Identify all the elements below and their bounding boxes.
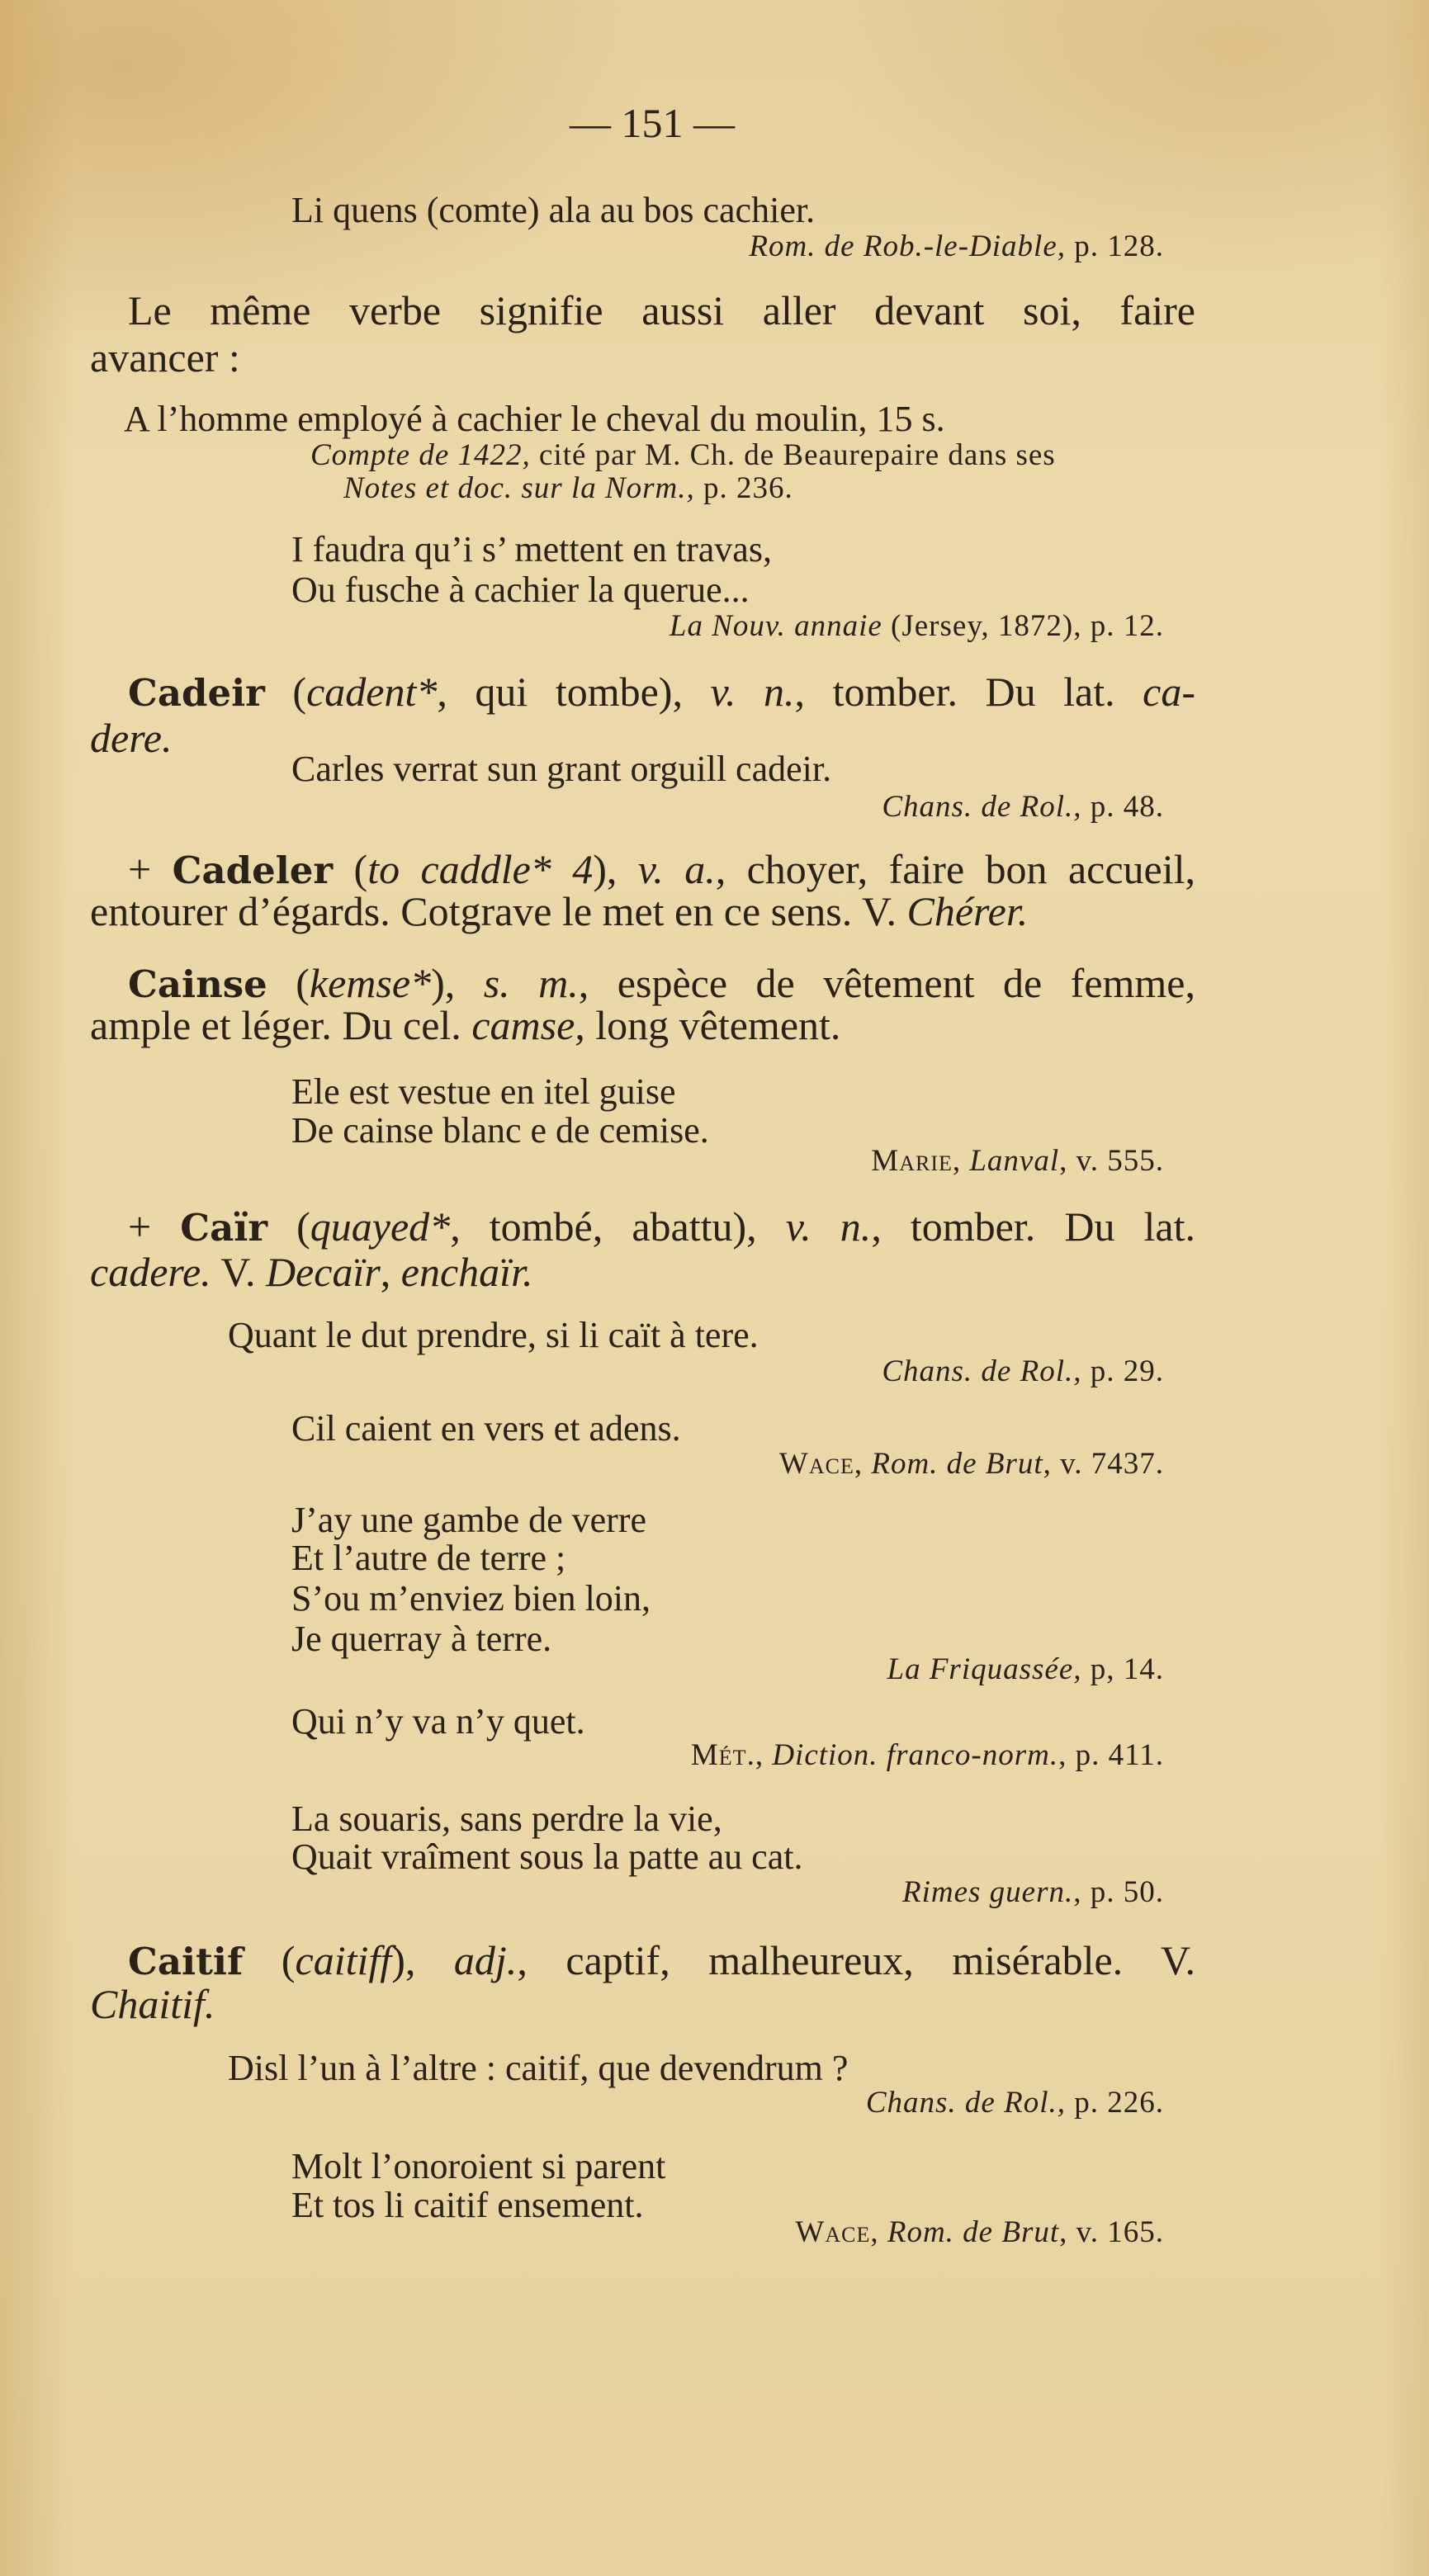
italic-text: camse,: [471, 1002, 585, 1048]
italic-text: Chaitif.: [90, 1981, 215, 2027]
text-run: , qui tombe),: [437, 669, 711, 715]
verse-line: [291, 572, 750, 608]
text-run: Cil caient en vers et adens.: [291, 1408, 681, 1449]
citation: [882, 1356, 1164, 1387]
verse-line: [291, 529, 772, 570]
text-run: (: [243, 1937, 296, 1983]
text-run: p. 128.: [1066, 229, 1164, 263]
quotation-line: [291, 192, 815, 229]
headword: Caïr: [180, 1206, 268, 1250]
text-run: , captif, malheureux, misérable. V.: [517, 1937, 1196, 1983]
text-run: (: [267, 960, 310, 1006]
italic-text: Chérer.: [906, 888, 1029, 934]
headword: Cadeler: [172, 848, 334, 892]
text-run: ),: [431, 960, 484, 1006]
text-run: Et tos li caitif ensement.: [291, 2185, 644, 2225]
text-run: Carles verrat sun grant orguill cadeir.: [291, 749, 832, 789]
text-run: p. 236.: [694, 471, 793, 505]
paragraph-line: [128, 287, 1195, 333]
italic-text: adj.: [453, 1937, 518, 1983]
headword: Cadeir: [128, 671, 265, 715]
verse-line: [291, 1110, 709, 1151]
italic-text: Rimes guern.: [902, 1875, 1074, 1909]
text-run: Le même verbe signifie aussi aller devant soi, faire: [128, 287, 1195, 333]
text-run: long vêtement.: [584, 1002, 841, 1048]
text-run: entourer d’égards. Cotgrave le met en ce sens. V.: [90, 888, 907, 934]
text-run: , choyer, faire bon accueil,: [715, 846, 1196, 892]
text-run: A l’homme employé à cachier le cheval du moulin, 15 s.: [124, 399, 945, 439]
italic-text: kemse*: [309, 960, 432, 1006]
citation: [887, 1654, 1165, 1685]
text-run: avancer :: [90, 334, 240, 380]
text-run: V.: [211, 1249, 266, 1295]
text-run: Disl l’un à l’altre : caitif, que devendrum ?: [228, 2048, 849, 2088]
paragraph-line: [90, 717, 173, 759]
text-run: De cainse blanc e de cemise.: [291, 1110, 709, 1151]
verse-line: [291, 1621, 551, 1657]
text-run: Et l’autre de terre ;: [291, 1538, 566, 1578]
italic-text: to caddle* 4: [367, 846, 594, 892]
italic-text: caitiff: [295, 1937, 392, 1983]
text-run: I faudra qu’i s’ mettent en travas,: [291, 529, 772, 570]
text-run: Je querray à terre.: [291, 1619, 552, 1659]
text-run: cité par M. Ch. de Beaurepaire dans ses: [530, 438, 1056, 472]
italic-text: Lanval: [969, 1144, 1060, 1178]
italic-text: Chans. de Rol.,: [865, 2086, 1066, 2120]
citation: [882, 792, 1164, 822]
italic-text: La Nouv. annaie: [669, 609, 882, 643]
citation: [749, 231, 1164, 262]
italic-text: v. n.: [710, 669, 795, 715]
citation: [691, 1740, 1164, 1770]
verse-line: [291, 1540, 565, 1576]
citation: [779, 1449, 1164, 1479]
paragraph-line: [90, 1004, 840, 1046]
italic-text: Chans. de Rol.,: [882, 790, 1082, 824]
citation: [866, 2087, 1164, 2118]
text-run: p. 226.: [1066, 2086, 1164, 2120]
citation: [343, 473, 793, 503]
text-run: , v. 555.: [1059, 1144, 1164, 1178]
text-run: , p. 411.: [1058, 1738, 1164, 1772]
text-run: ample et léger. Du cel.: [90, 1002, 472, 1048]
text-run: ,: [755, 1738, 773, 1772]
text-run: , v. 165.: [1059, 2215, 1164, 2249]
text-run: La souaris, sans perdre la vie,: [291, 1798, 722, 1839]
entry-caitif: [128, 1937, 1196, 1983]
italic-text: dere.: [90, 715, 173, 761]
quotation-line: [124, 401, 945, 437]
verse-line: [291, 1836, 803, 1877]
italic-text: enchaïr.: [400, 1249, 533, 1295]
author-name: Mét.: [690, 1738, 755, 1772]
italic-text: Compte de 1422,: [310, 438, 531, 472]
italic-text: Diction. franco-norm.: [772, 1738, 1059, 1772]
author-name: Marie: [871, 1144, 953, 1178]
italic-text: s. m.: [483, 960, 579, 1006]
verse-line: [291, 1798, 722, 1839]
text-run: , tomber. Du lat.: [794, 669, 1143, 715]
paragraph-line: [90, 888, 1029, 934]
text-run: Quait vraîment sous la patte au cat.: [291, 1836, 803, 1877]
text-run: J’ay une gambe de verre: [291, 1500, 647, 1540]
entry-cainse: [128, 962, 1195, 1005]
verse-line: [291, 1408, 681, 1449]
text-run: p, 14.: [1081, 1652, 1164, 1686]
text-run: +: [128, 1203, 181, 1250]
text-run: ,: [952, 1144, 970, 1178]
verse-line: [291, 1578, 651, 1619]
text-run: , espèce de vêtement de femme,: [578, 960, 1195, 1006]
headword: Cainse: [128, 962, 267, 1006]
italic-text: cadent*: [306, 669, 438, 715]
text-run: ,: [870, 2215, 887, 2249]
quotation-line: [228, 2050, 848, 2087]
text-run: Ou fusche à cachier la querue...: [291, 570, 750, 610]
text-run: ),: [391, 1937, 454, 1983]
citation: [310, 440, 1056, 470]
paragraph-line: [90, 334, 240, 380]
headword: Caitif: [128, 1940, 244, 1983]
text-run: Ele est vestue en itel guise: [291, 1071, 676, 1112]
text-run: (: [267, 1203, 310, 1250]
author-name: Wace: [778, 1447, 854, 1481]
italic-text: Notes et doc. sur la Norm.,: [343, 471, 695, 505]
verse-line: [291, 2148, 665, 2185]
citation: [871, 1146, 1164, 1176]
text-run: +: [128, 846, 173, 892]
text-run: Quant le dut prendre, si li caït à tere.: [228, 1315, 759, 1355]
entry-cair: [128, 1203, 1196, 1250]
verse-line: [291, 2187, 643, 2224]
text-run: Li quens (comte) ala au bos cachier.: [291, 190, 816, 230]
italic-text: v. n.: [785, 1203, 872, 1250]
text-run: (: [333, 846, 368, 892]
italic-text: quayed*: [310, 1203, 451, 1250]
text-run: (Jersey, 1872), p. 12.: [882, 609, 1164, 643]
entry-cadeir: [128, 671, 1195, 714]
italic-text: ca-: [1143, 669, 1196, 715]
paragraph-line: [90, 1251, 533, 1293]
author-name: Wace: [795, 2215, 871, 2249]
text-run: , tombé, abattu),: [450, 1203, 786, 1250]
text-run: ,: [854, 1447, 872, 1481]
italic-text: Rom. de Brut: [887, 2215, 1060, 2249]
page-number: — 151 —: [570, 100, 735, 146]
italic-text: La Friquassée,: [887, 1652, 1082, 1686]
entry-cadeler: [128, 848, 1195, 891]
text-run: (: [264, 669, 307, 715]
italic-text: Chans. de Rol.,: [882, 1354, 1082, 1388]
text-run: p. 48.: [1081, 790, 1164, 824]
verse-line: [291, 1701, 585, 1742]
text-run: , v. 7437.: [1043, 1447, 1164, 1481]
citation: [670, 611, 1164, 641]
italic-text: Rom. de Brut: [871, 1447, 1043, 1481]
citation: [795, 2217, 1164, 2248]
verse-line: [291, 1071, 676, 1112]
citation: [902, 1877, 1164, 1907]
text-run: ),: [593, 846, 638, 892]
text-run: ,: [380, 1249, 401, 1295]
paragraph-line: [90, 1983, 215, 2025]
italic-text: cadere.: [90, 1249, 211, 1295]
italic-text: Decaïr: [265, 1249, 381, 1295]
italic-text: v. a.: [637, 846, 716, 892]
quotation-line: [228, 1317, 759, 1354]
text-run: Molt l’onoroient si parent: [291, 2146, 666, 2186]
text-run: Qui n’y va n’y quet.: [291, 1701, 585, 1742]
verse-line: [291, 1502, 646, 1539]
verse-line: [291, 751, 831, 787]
text-run: , p. 50.: [1073, 1875, 1164, 1909]
text-run: p. 29.: [1081, 1354, 1164, 1388]
text-run: S’ou m’enviez bien loin,: [291, 1578, 651, 1619]
italic-text: Rom. de Rob.-le-Diable,: [749, 229, 1066, 263]
text-run: , tomber. Du lat.: [871, 1203, 1196, 1250]
